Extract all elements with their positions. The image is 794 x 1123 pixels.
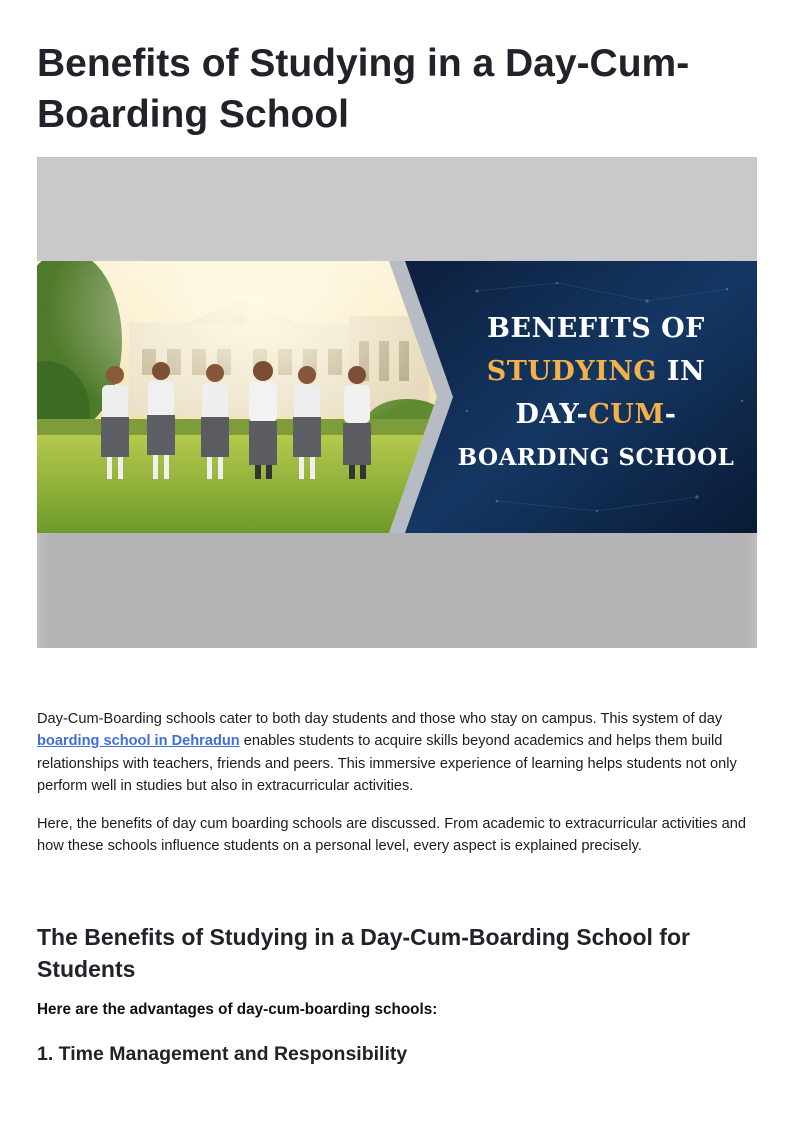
intro-text-before: Day-Cum-Boarding schools cater to both day students and those who stay on campus. This system of day — [37, 711, 723, 727]
intro-text-after: enables students to acquire skills beyond academics and helps them build relationships with teachers, friends and peers. This immersive experience of learning helps students not only perform well in studies but also in extracurricular activities. — [37, 733, 737, 794]
banner-title — [442, 307, 750, 479]
hero-image — [37, 157, 757, 648]
students-photo — [37, 261, 457, 533]
banner-line-1: BENEFITS OF — [487, 313, 705, 344]
section-heading: The Benefits of Studying in a Day-Cum-Boarding School for Students — [37, 924, 690, 982]
banner-graphic — [37, 261, 757, 533]
advantages-lead: Here are the advantages of day-cum-boarding schools: — [37, 1001, 438, 1018]
boarding-school-link[interactable]: boarding school in Dehradun — [37, 733, 240, 750]
article-title: Benefits of Studying in a Day-Cum-Boarding School — [37, 42, 690, 136]
banner-line-3 — [442, 393, 750, 436]
banner-line-3-a: DAY- — [515, 399, 589, 430]
banner-line-2-white: IN — [656, 356, 706, 387]
banner-line-2 — [442, 350, 750, 393]
subheading-time-management: 1. Time Management and Responsibility — [37, 1043, 408, 1065]
banner-line-4: BOARDING SCHOOL — [457, 444, 735, 471]
intro-paragraph — [37, 708, 759, 797]
banner-line-2-gold: STUDYING — [486, 356, 657, 387]
benefits-paragraph: Here, the benefits of day cum boarding schools are discussed. From academic to extracurricular activities and how these schools influence students on a personal level, every aspect is explained precisely. — [37, 816, 746, 855]
banner-line-3-b: - — [664, 399, 677, 430]
banner-line-3-gold: CUM — [588, 399, 665, 430]
